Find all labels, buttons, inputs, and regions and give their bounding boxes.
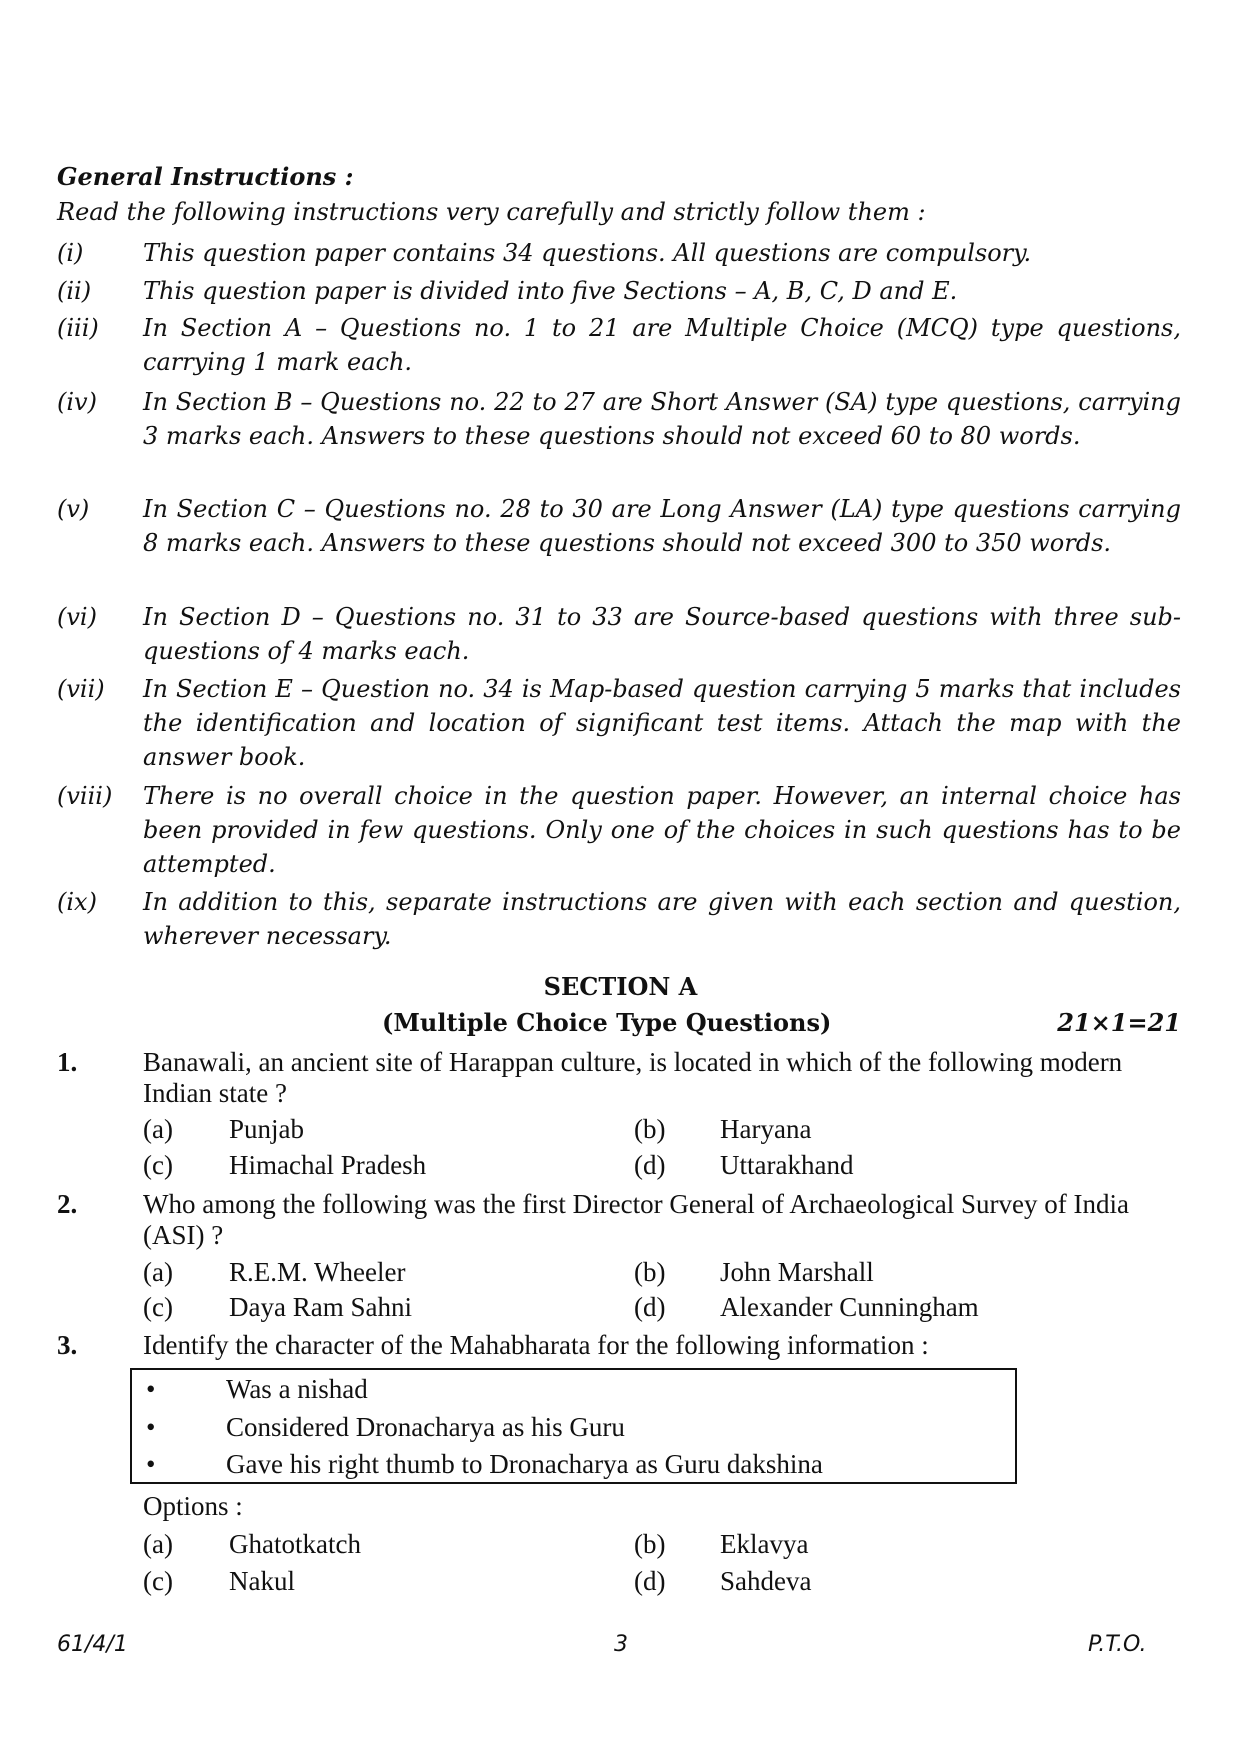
option-value: Uttarakhand [720,1150,854,1180]
instruction-text: This question paper contains 34 questions. All questions are compulsory. [143,239,1032,267]
general-instructions-intro: Read the following instructions very carefully and strictly follow them : [57,198,926,226]
question-3 [57,1330,1181,1361]
paper-code: 61/4/1 [57,1632,128,1657]
option-label: (b) [634,1114,666,1144]
instruction-text: In addition to this, separate instructions are given with each section and question, wherever necessary. [143,888,1181,950]
instruction-number: (ii) [57,277,92,305]
instruction-text: In Section A – Questions no. 1 to 21 are Multiple Choice (MCQ) type questions, carrying 1 mark each. [143,314,1181,376]
option-value: Daya Ram Sahni [229,1292,412,1322]
bullet-text: Gave his right thumb to Dronacharya as Guru dakshina [226,1449,823,1479]
option-value: R.E.M. Wheeler [229,1257,406,1287]
option-value: Alexander Cunningham [720,1292,979,1322]
instruction-item [57,236,1181,270]
options-label: Options : [143,1491,243,1521]
option-value: Himachal Pradesh [229,1150,427,1180]
option-value: Haryana [720,1114,812,1144]
option-label: (d) [634,1292,666,1322]
instruction-item [57,885,1181,953]
question-text: Banawali, an ancient site of Harappan culture, is located in which of the following modern Indian state ? [143,1047,1123,1108]
instruction-text: There is no overall choice in the question paper. However, an internal choice has been provided in few questions. Only one of the choices in such questions has to be attempted. [143,782,1181,878]
question-number: 1. [57,1047,78,1077]
question-number: 3. [57,1330,78,1360]
option-value: Ghatotkatch [229,1529,361,1559]
instruction-number: (vii) [57,675,105,703]
bullet-icon: • [146,1374,156,1404]
instruction-text: In Section E – Question no. 34 is Map-based question carrying 5 marks that includes the identification and location of significant test items. Attach the map with the answer book. [143,675,1181,771]
question-1 [57,1047,1181,1109]
instruction-number: (vi) [57,603,97,631]
instruction-number: (i) [57,239,84,267]
instruction-number: (v) [57,495,90,523]
question-text: Identify the character of the Mahabharata for the following information : [143,1330,929,1360]
instruction-number: (iii) [57,314,99,342]
instruction-number: (viii) [57,782,113,810]
instruction-text: In Section C – Questions no. 28 to 30 are Long Answer (LA) type questions carrying 8 marks each. Answers to these questions should not exceed 300 to 350 words. [143,495,1181,557]
section-subtitle: (Multiple Choice Type Questions) [382,1008,832,1037]
instruction-item [57,385,1181,453]
option-label: (a) [143,1529,173,1559]
option-value: Punjab [229,1114,305,1144]
option-label: (b) [634,1529,666,1559]
pto-label: P.T.O. [1088,1632,1147,1657]
option-label: (a) [143,1114,173,1144]
question-2 [57,1189,1181,1251]
bullet-text: Considered Dronacharya as his Guru [226,1412,625,1442]
instruction-item [57,779,1181,881]
bullet-text: Was a nishad [226,1374,368,1404]
bullet-icon: • [146,1449,156,1479]
instruction-item [57,274,1181,308]
instruction-item [57,672,1181,774]
option-label: (c) [143,1150,173,1180]
page-number: 3 [614,1632,628,1657]
instruction-text: This question paper is divided into five Sections – A, B, C, D and E. [143,277,958,305]
question-text: Who among the following was the first Director General of Archaeological Survey of India (ASI) ? [143,1189,1129,1250]
instruction-number: (ix) [57,888,97,916]
option-value: Nakul [229,1566,295,1596]
instruction-number: (iv) [57,388,97,416]
question-number: 2. [57,1189,78,1219]
instruction-item [57,600,1181,668]
instruction-text: In Section B – Questions no. 22 to 27 are Short Answer (SA) type questions, carrying 3 marks each. Answers to these questions should not exceed 60 to 80 words. [143,388,1181,450]
section-marks: 21×1=21 [1057,1008,1181,1037]
general-instructions-title: General Instructions : [57,162,354,191]
instruction-item [57,492,1181,560]
option-label: (b) [634,1257,666,1287]
option-label: (d) [634,1150,666,1180]
section-title: SECTION A [543,972,698,1001]
bullet-icon: • [146,1412,156,1442]
option-label: (c) [143,1566,173,1596]
option-value: Sahdeva [720,1566,812,1596]
instruction-item [57,311,1181,379]
option-label: (d) [634,1566,666,1596]
option-value: John Marshall [720,1257,874,1287]
instruction-text: In Section D – Questions no. 31 to 33 are Source-based questions with three sub-questions of 4 marks each. [143,603,1181,665]
option-value: Eklavya [720,1529,809,1559]
option-label: (c) [143,1292,173,1322]
option-label: (a) [143,1257,173,1287]
